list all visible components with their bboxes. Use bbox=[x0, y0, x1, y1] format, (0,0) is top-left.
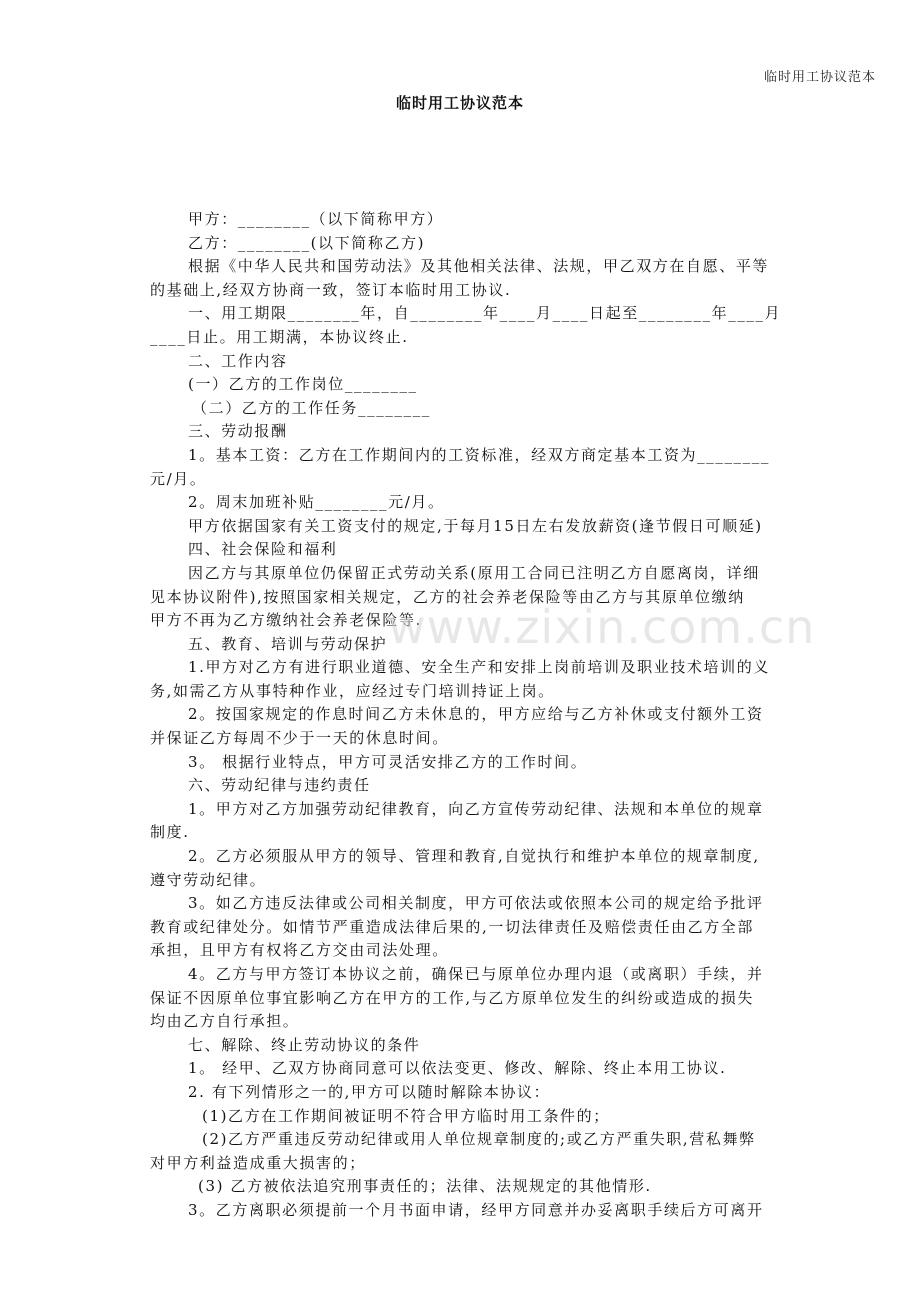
body-line: 教育或纪律处分。如情节严重造成法律后果的,一切法律责任及赔偿责任由乙方全部 bbox=[150, 917, 754, 936]
body-line: 四、社会保险和福利 bbox=[188, 540, 338, 559]
body-line: 七、解除、终止劳动协议的条件 bbox=[188, 1035, 421, 1054]
body-line: （二）乙方的工作任务________ bbox=[192, 398, 431, 417]
body-line: 乙方：________(以下简称乙方) bbox=[188, 233, 426, 252]
body-line: 2. 有下列情形之一的,甲方可以随时解除本协议： bbox=[188, 1082, 551, 1101]
body-line: 2。周末加班补贴________元/月。 bbox=[188, 493, 445, 512]
body-line: 务,如需乙方从事特种作业，应经过专门培训持证上岗。 bbox=[150, 681, 555, 700]
body-line: (3) 乙方被依法追究刑事责任的；法律、法规规定的其他情形. bbox=[198, 1177, 652, 1196]
body-line: 三、劳动报酬 bbox=[188, 422, 288, 441]
body-line: 甲方依据国家有关工资支付的规定,于每月15日左右发放薪资(逢节假日可顺延) bbox=[188, 516, 763, 535]
watermark: www.zixin.com.cn bbox=[388, 600, 816, 654]
body-line: 2。乙方必须服从甲方的领导、管理和教育,自觉执行和维护本单位的规章制度, bbox=[188, 847, 760, 866]
body-line: 对甲方利益造成重大损害的； bbox=[150, 1153, 366, 1172]
body-line: 五、教育、培训与劳动保护 bbox=[188, 634, 388, 653]
body-line: (一）乙方的工作岗位________ bbox=[188, 375, 418, 394]
body-line: 1.甲方对乙方有进行职业道德、安全生产和安排上岗前培训及职业技术培训的义 bbox=[188, 658, 770, 677]
body-line: 均由乙方自行承担。 bbox=[150, 1012, 300, 1031]
body-line: 3。乙方离职必须提前一个月书面申请，经甲方同意并办妥离职手续后方可离开 bbox=[188, 1200, 764, 1219]
document-title: 临时用工协议范本 bbox=[395, 94, 524, 112]
document-body bbox=[150, 208, 796, 1223]
body-line: 承担，且甲方有权将乙方交由司法处理。 bbox=[150, 941, 449, 960]
body-line: 制度. bbox=[150, 823, 190, 842]
body-line: 甲方不再为乙方缴纳社会养老保险等. bbox=[150, 611, 422, 630]
body-line: 保证不因原单位事宜影响乙方在甲方的工作,与乙方原单位发生的纠纷或造成的损失 bbox=[150, 988, 754, 1007]
body-line: 3。 根据行业特点，甲方可灵活安排乙方的工作时间。 bbox=[188, 752, 588, 771]
body-line: 根据《中华人民共和国劳动法》及其他相关法律、法规，甲乙双方在自愿、平等 bbox=[188, 257, 770, 276]
body-line: 六、劳动纪律与违约责任 bbox=[188, 776, 371, 795]
body-line: ____日止。用工期满，本协议终止. bbox=[150, 327, 409, 346]
body-line: 1。基本工资：乙方在工作期间内的工资标准，经双方商定基本工资为________ bbox=[188, 445, 770, 464]
body-line: 甲方：________（以下简称甲方） bbox=[188, 210, 444, 228]
body-line: 遵守劳动纪律。 bbox=[150, 870, 267, 889]
body-line: 二、工作内容 bbox=[188, 351, 288, 370]
body-line: 并保证乙方每周不少于一天的休息时间。 bbox=[150, 729, 449, 748]
body-line: 一、用工期限________年，自________年____月____日起至________年____月 bbox=[188, 304, 782, 323]
body-line: (2)乙方严重违反劳动纪律或用人单位规章制度的;或乙方严重失职,营私舞弊 bbox=[202, 1130, 756, 1149]
body-line: 4。乙方与甲方签订本协议之前，确保已与原单位办理内退（或离职）手续，并 bbox=[188, 965, 764, 983]
running-header: 临时用工协议范本 bbox=[763, 70, 876, 85]
body-line: 见本协议附件),按照国家相关规定，乙方的社会养老保险等由乙方与其原单位缴纳 bbox=[150, 587, 745, 606]
body-line: 3。如乙方违反法律或公司相关制度，甲方可依法或依照本公司的规定给予批评 bbox=[188, 894, 764, 913]
body-line: 因乙方与其原单位仍保留正式劳动关系(原用工合同已注明乙方自愿离岗，详细 bbox=[188, 563, 760, 582]
body-line: 1。 经甲、乙双方协商同意可以依法变更、修改、解除、终止本用工协议. bbox=[188, 1059, 727, 1078]
body-line: 1。甲方对乙方加强劳动纪律教育，向乙方宣传劳动纪律、法规和本单位的规章 bbox=[188, 799, 764, 818]
body-line: (1)乙方在工作期间被证明不符合甲方临时用工条件的； bbox=[202, 1106, 610, 1125]
body-line: 2。按国家规定的作息时间乙方未休息的，甲方应给与乙方补休或支付额外工资 bbox=[188, 705, 764, 724]
body-line: 的基础上,经双方协商一致，签订本临时用工协议. bbox=[150, 280, 512, 299]
body-line: 元/月。 bbox=[150, 469, 207, 488]
